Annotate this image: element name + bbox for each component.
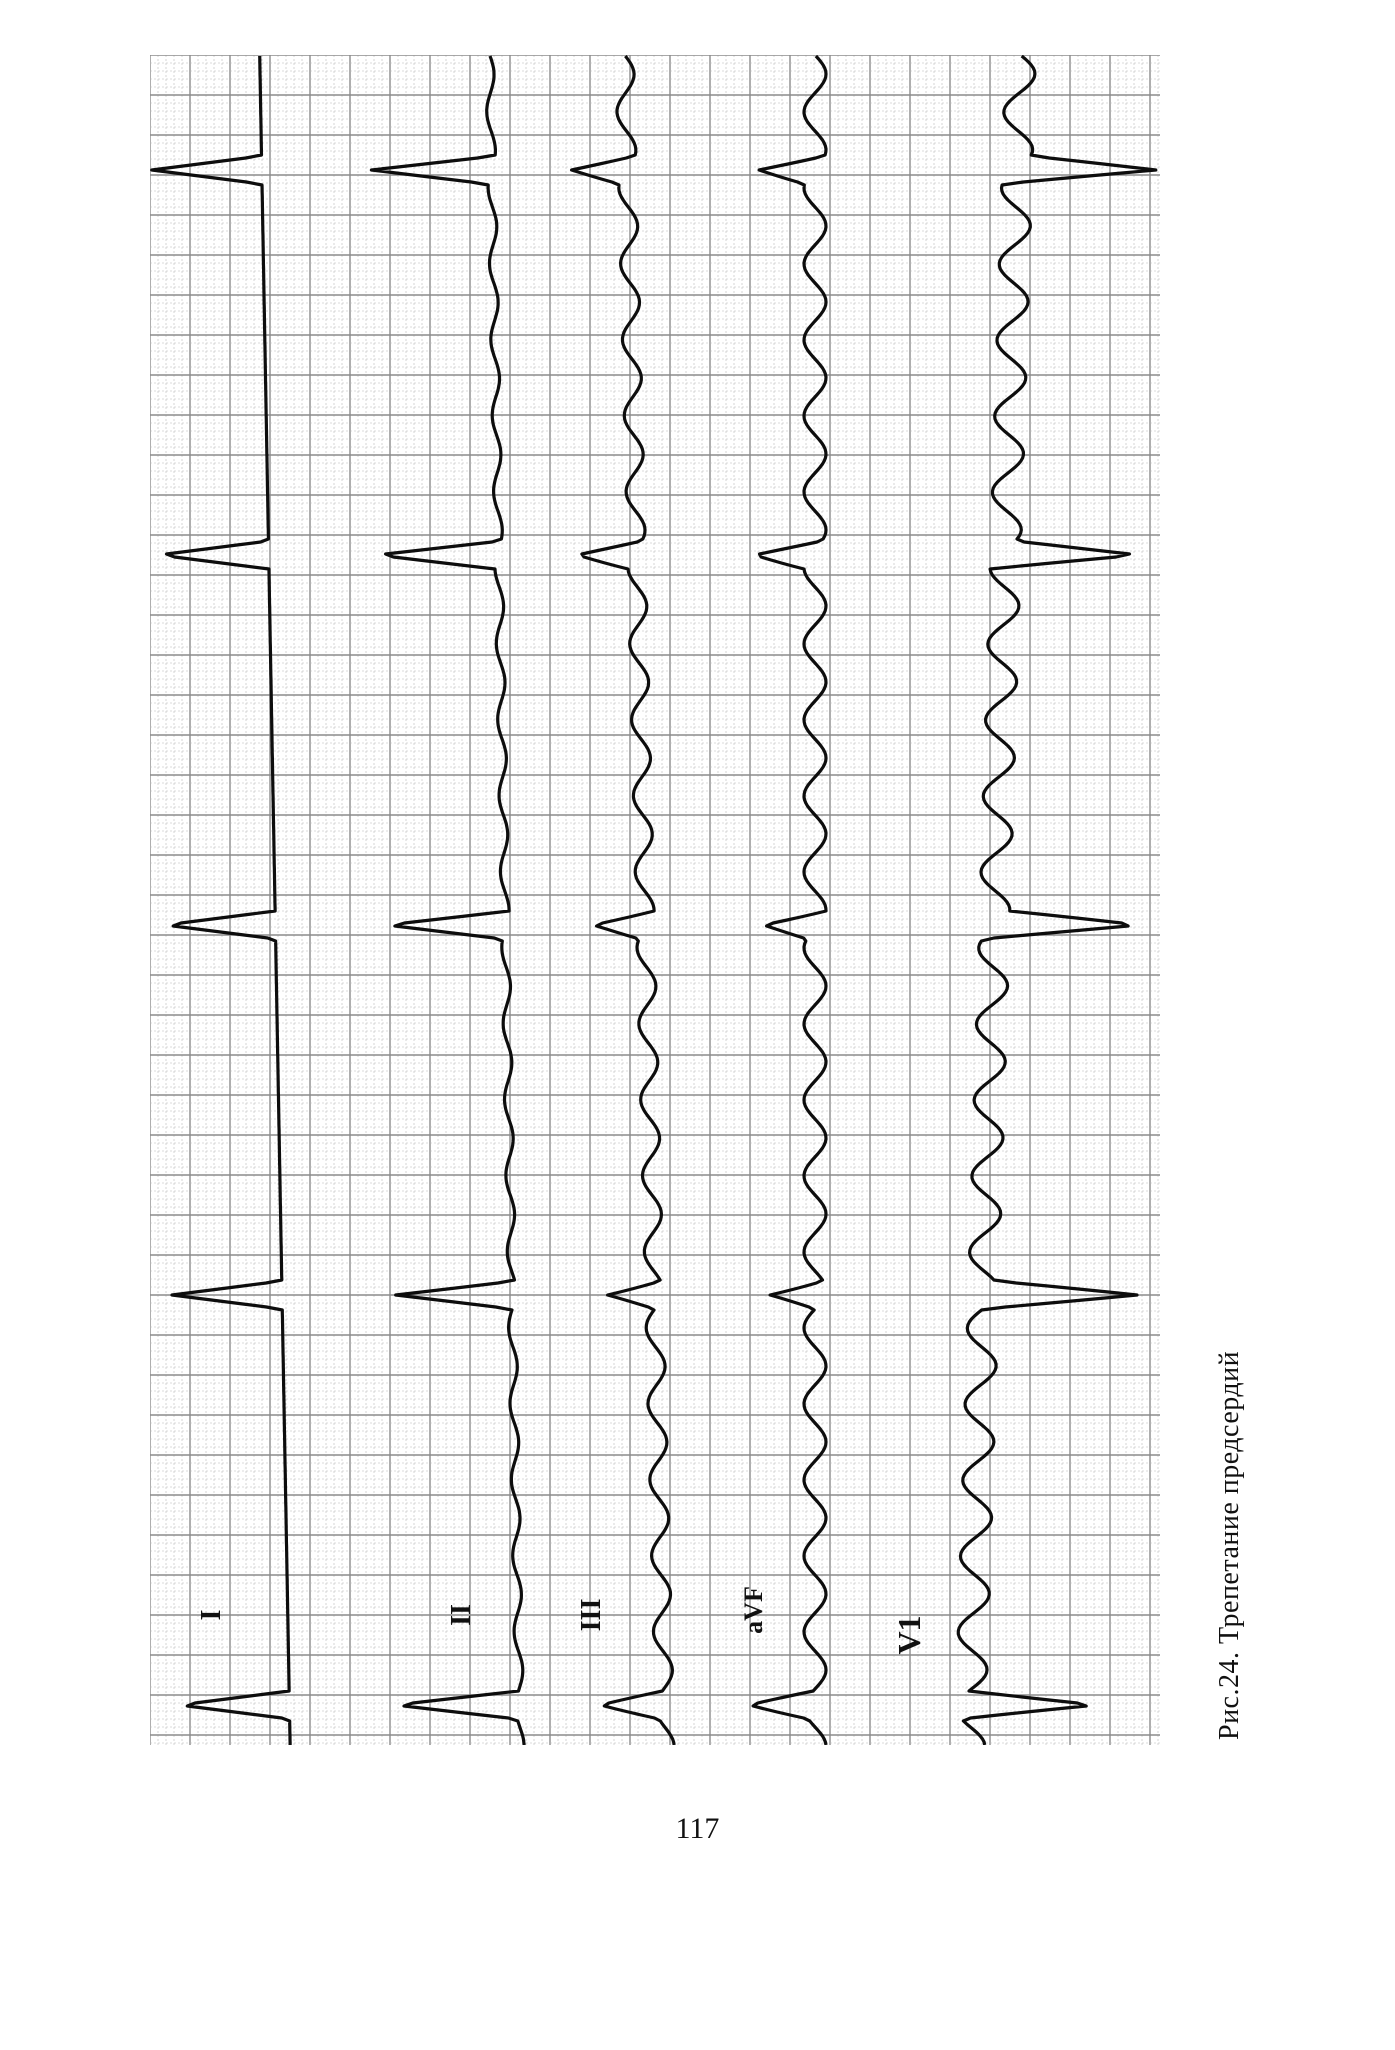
lead-label-I: I xyxy=(196,1609,227,1621)
lead-labels xyxy=(196,1586,927,1654)
ecg-trace-lead-2 xyxy=(572,56,675,1745)
lead-label-V1: V1 xyxy=(891,1615,927,1655)
lead-label-II: II xyxy=(446,1604,477,1626)
lead-label-III: III xyxy=(576,1598,607,1632)
figure-caption: Рис.24. Трепетание предсердий xyxy=(1214,1350,1245,1740)
page-number: 117 xyxy=(675,1812,720,1845)
lead-label-aVF: aVF xyxy=(739,1586,768,1634)
ecg-trace-lead-1 xyxy=(371,56,524,1745)
ecg-figure xyxy=(150,55,1160,1745)
